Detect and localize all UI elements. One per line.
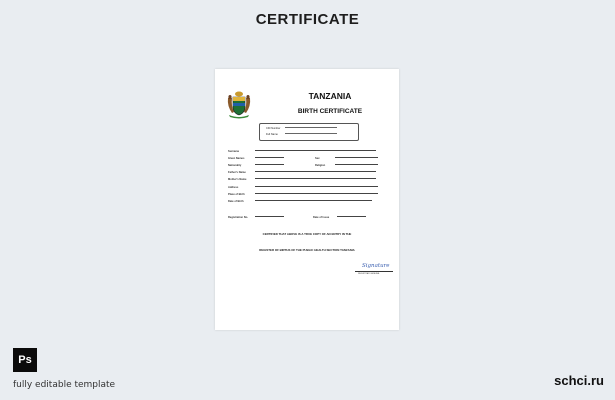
site-watermark: schci.ru bbox=[554, 373, 604, 388]
id-row bbox=[266, 127, 280, 130]
photoshop-icon: Ps bbox=[13, 348, 37, 372]
certification-statement: CERTIFIED THAT ABOVE IS A TRUE COPY OF AN ENTRY IN THE bbox=[262, 232, 352, 236]
field-value[interactable] bbox=[255, 193, 378, 194]
field-label: Mother's Name bbox=[228, 178, 247, 181]
field-label: Father's Name bbox=[228, 171, 246, 174]
field-label: Sex bbox=[315, 157, 320, 160]
field-label: Place of Birth bbox=[228, 193, 245, 196]
fullname-label: Full Name bbox=[266, 133, 278, 136]
fullname-value[interactable] bbox=[285, 133, 337, 134]
certificate-sheet bbox=[215, 69, 399, 330]
signature: Signature bbox=[362, 263, 390, 269]
field-value[interactable] bbox=[255, 200, 372, 201]
field-value[interactable] bbox=[255, 186, 378, 187]
field-label: Nationality bbox=[228, 164, 242, 167]
field-value[interactable] bbox=[255, 164, 284, 165]
field-label: Date of Issue bbox=[313, 216, 330, 219]
document-title: BIRTH CERTIFICATE bbox=[297, 108, 363, 115]
field-label: Surname bbox=[228, 150, 240, 153]
signature-line bbox=[355, 271, 393, 272]
field-value[interactable] bbox=[337, 216, 366, 217]
field-value[interactable] bbox=[255, 178, 376, 179]
field-value[interactable] bbox=[335, 164, 378, 165]
field-value[interactable] bbox=[255, 171, 376, 172]
signature-caption: REGISTRAR GENERAL bbox=[358, 273, 380, 275]
field-value[interactable] bbox=[255, 157, 284, 158]
field-label: Given Names bbox=[228, 157, 245, 160]
certification-statement: REGISTER OF BIRTHS OF THE PUBLIC HEALTH SECTION TANZANIA bbox=[259, 248, 355, 252]
id-box bbox=[259, 123, 359, 141]
field-label: Address bbox=[228, 186, 239, 189]
id-row bbox=[266, 133, 278, 136]
template-caption: fully editable template bbox=[13, 380, 116, 390]
coat-of-arms-icon bbox=[225, 89, 253, 119]
page-title: CERTIFICATE bbox=[255, 11, 360, 28]
field-label: Religion bbox=[315, 164, 326, 167]
field-value[interactable] bbox=[255, 216, 284, 217]
field-label: Date of Birth bbox=[228, 200, 244, 203]
cid-label: CID Number bbox=[266, 127, 281, 130]
cid-value[interactable] bbox=[285, 127, 337, 128]
country-name: TANZANIA bbox=[308, 91, 352, 101]
field-value[interactable] bbox=[335, 157, 378, 158]
field-label: Registration No. bbox=[228, 216, 249, 219]
field-value[interactable] bbox=[255, 150, 376, 151]
